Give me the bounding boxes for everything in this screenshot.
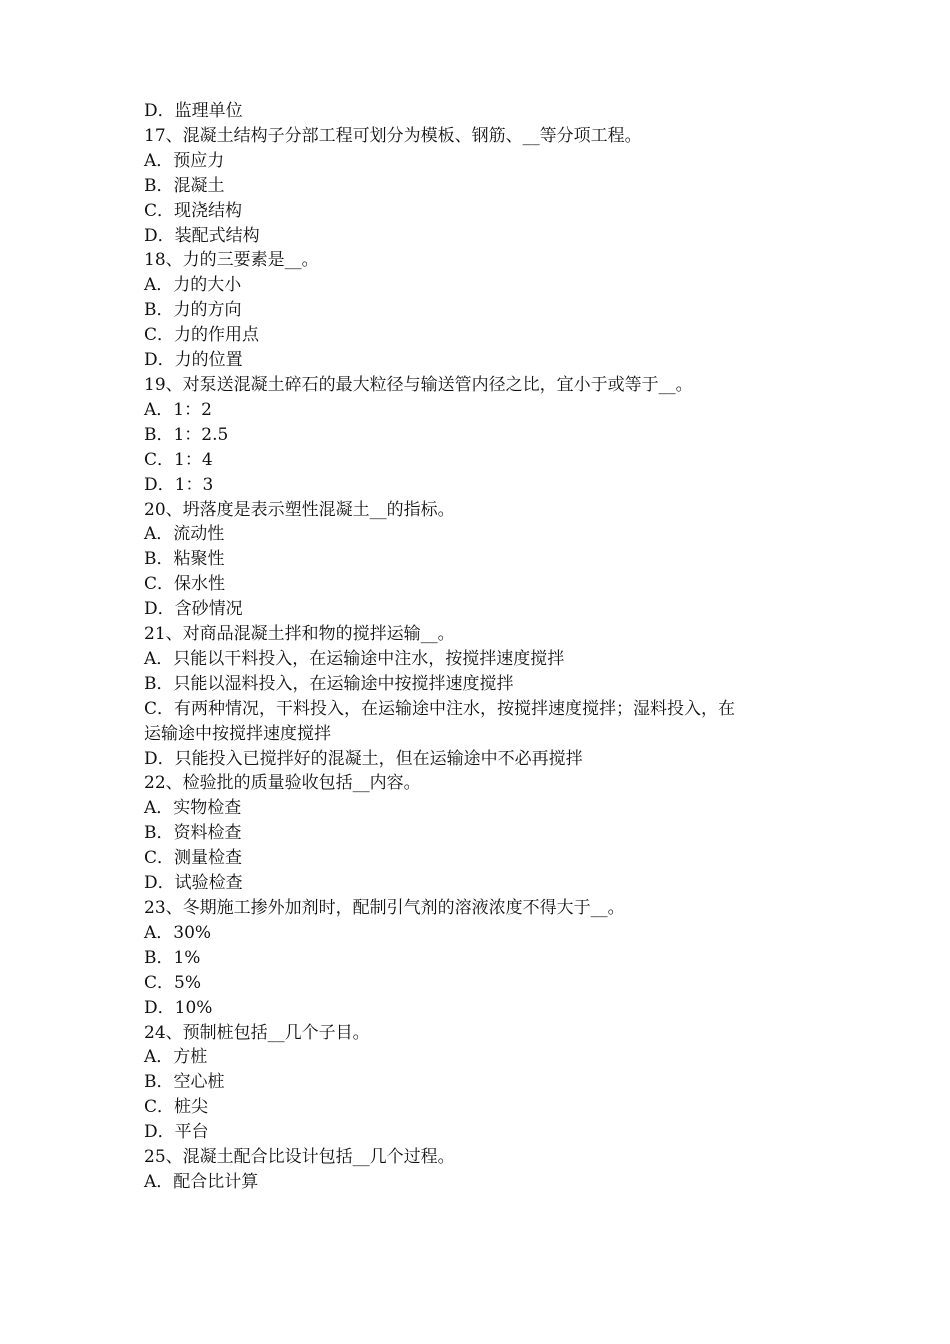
question-line: 18、力的三要素是__。 xyxy=(144,250,319,271)
option-line: A．方桩 xyxy=(144,1047,208,1068)
option-line: D．力的位置 xyxy=(144,350,243,371)
option-line: C．5% xyxy=(144,972,201,993)
option-line: A．1：2 xyxy=(144,399,212,420)
option-line: C．力的作用点 xyxy=(144,325,260,346)
option-line: D．监理单位 xyxy=(144,101,243,121)
option-line: A．实物检查 xyxy=(144,798,242,819)
option-line: B．粘聚性 xyxy=(144,549,225,570)
option-continuation-line: 运输途中按搅拌速度搅拌 xyxy=(144,723,331,744)
option-line: C．保水性 xyxy=(144,574,226,595)
option-line: D．平台 xyxy=(144,1122,209,1143)
option-line: C．测量检查 xyxy=(144,848,243,869)
option-line: B．1：2.5 xyxy=(144,424,229,445)
option-line: B．空心桩 xyxy=(144,1072,225,1093)
option-line: A．流动性 xyxy=(144,524,225,545)
option-line: D．含砂情况 xyxy=(144,599,243,620)
option-line: D．装配式结构 xyxy=(144,225,260,246)
option-line: A．力的大小 xyxy=(144,275,242,296)
option-line: B．混凝土 xyxy=(144,175,225,196)
question-line: 19、对泵送混凝土碎石的最大粒径与输送管内径之比，宜小于或等于__。 xyxy=(144,374,693,395)
option-line: A．只能以干料投入，在运输途中注水，按搅拌速度搅拌 xyxy=(144,648,565,669)
option-line: C．1：4 xyxy=(144,449,213,470)
option-line: C．桩尖 xyxy=(144,1097,209,1118)
option-line: C．有两种情况，干料投入，在运输途中注水，按搅拌速度搅拌；湿料投入，在 xyxy=(144,698,736,719)
option-line: A．配合比计算 xyxy=(144,1171,259,1192)
question-line: 22、检验批的质量验收包括__内容。 xyxy=(144,773,421,794)
option-line: A．预应力 xyxy=(144,150,225,171)
document-body xyxy=(144,99,814,1195)
option-line: B．只能以湿料投入，在运输途中按搅拌速度搅拌 xyxy=(144,673,514,694)
question-line: 25、混凝土配合比设计包括__几个过程。 xyxy=(144,1147,455,1168)
option-line: D．10% xyxy=(144,997,213,1018)
option-line: D．试验检查 xyxy=(144,873,243,894)
question-line: 23、冬期施工掺外加剂时，配制引气剂的溶液浓度不得大于__。 xyxy=(144,898,625,918)
question-line: 17、混凝土结构子分部工程可划分为模板、钢筋、__等分项工程。 xyxy=(144,125,642,146)
option-line: B．力的方向 xyxy=(144,300,242,321)
option-line: B．资料检查 xyxy=(144,823,242,844)
question-line: 21、对商品混凝土拌和物的搅拌运输__。 xyxy=(144,624,455,645)
option-line: D．1：3 xyxy=(144,474,214,495)
question-line: 24、预制桩包括__几个子目。 xyxy=(144,1022,370,1043)
option-line: D．只能投入已搅拌好的混凝土，但在运输途中不必再搅拌 xyxy=(144,748,583,769)
option-line: B．1% xyxy=(144,947,201,968)
option-line: C．现浇结构 xyxy=(144,200,243,221)
option-line: A．30% xyxy=(144,922,212,943)
question-line: 20、坍落度是表示塑性混凝土__的指标。 xyxy=(144,499,455,520)
